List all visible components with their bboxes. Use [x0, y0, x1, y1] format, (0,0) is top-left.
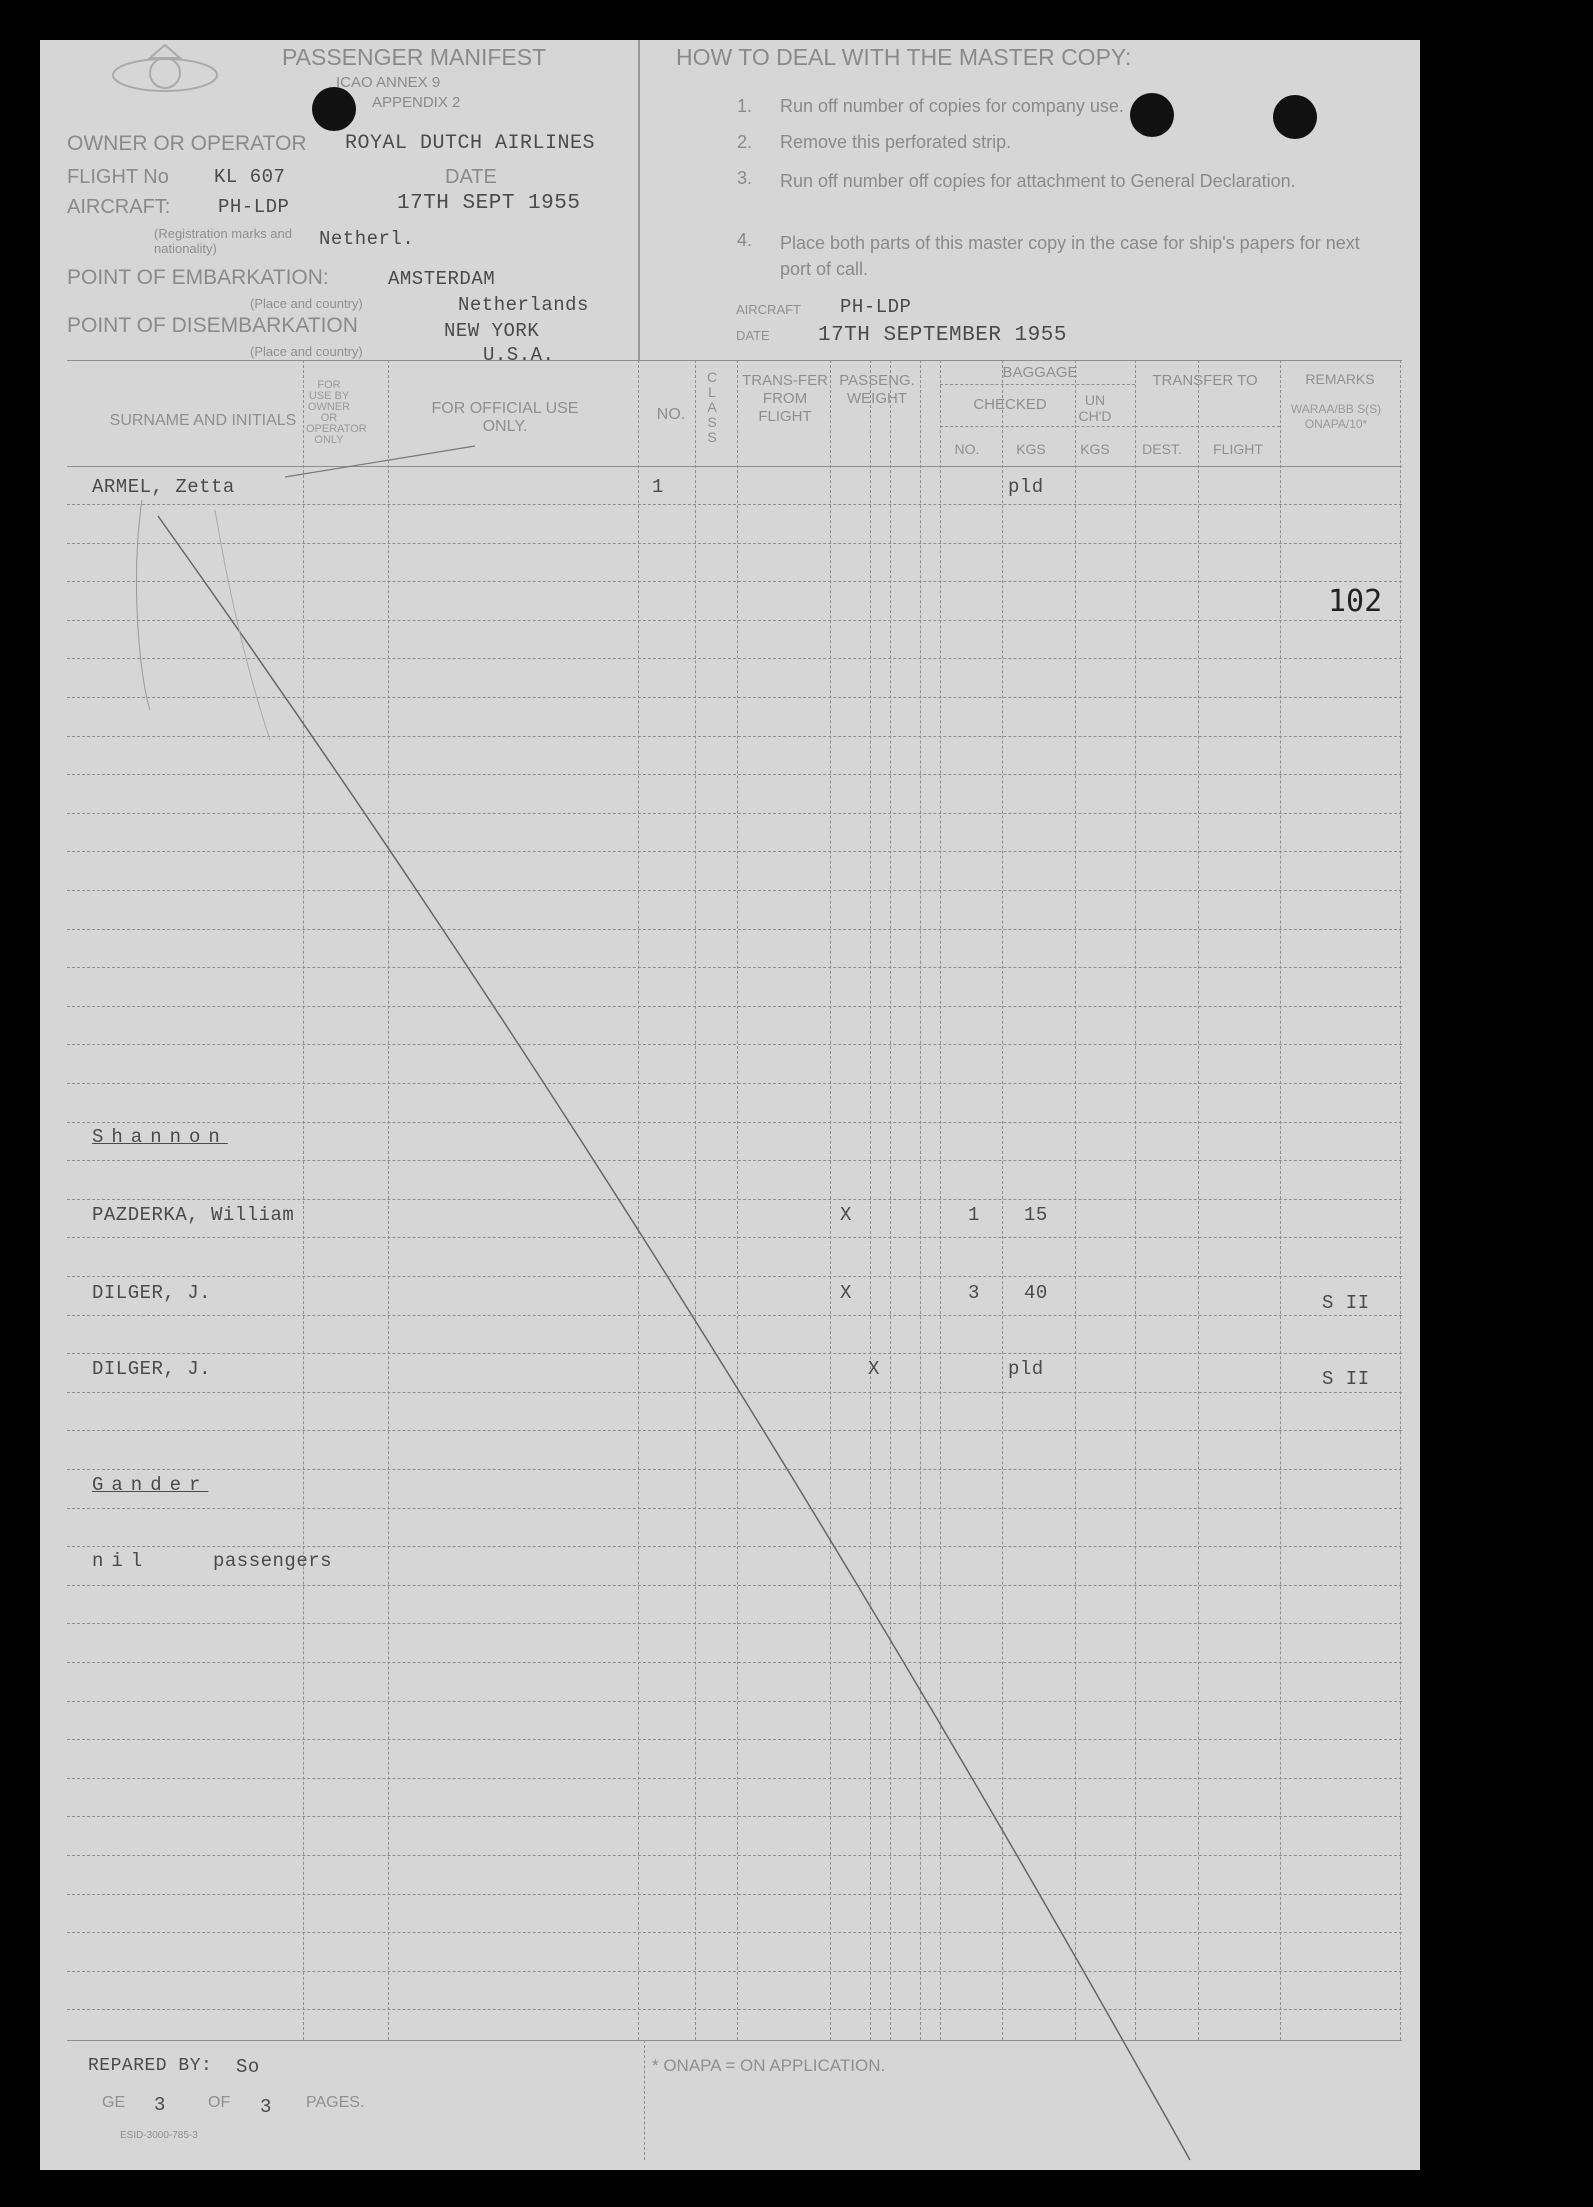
disembark-value: NEW YORK	[444, 320, 540, 342]
embark-place-note: (Place and country)	[250, 296, 363, 311]
col-baggage: BAGGAGE	[1002, 364, 1078, 381]
prepared-value: So	[236, 2056, 260, 2078]
col-official-use: FOR OFFICIAL USE ONLY.	[431, 400, 579, 435]
date-value: 17TH SEPT 1955	[397, 192, 581, 215]
instructions-title: HOW TO DEAL WITH THE MASTER COPY:	[676, 44, 1132, 70]
registration-note: (Registration marks and nationality)	[154, 226, 292, 256]
instruction-4-num: 4.	[737, 230, 753, 250]
row-4-remarks: S II	[1322, 1368, 1370, 1390]
page-label: GE	[102, 2094, 126, 2111]
instr-date-value: 17TH SEPTEMBER 1955	[818, 324, 1067, 347]
instruction-4-text: Place both parts of this master copy in the case for ship's papers for next port of call.	[780, 233, 1360, 279]
col-unchd-kgs: KGS	[1080, 441, 1110, 457]
page-total: 3	[260, 2096, 272, 2118]
row-2-kgs: 15	[1024, 1204, 1048, 1226]
owner-label: OWNER OR OPERATOR	[67, 132, 307, 155]
row-nil-name: nil	[92, 1550, 151, 1572]
col-checked-no: NO.	[954, 441, 980, 457]
row-3-kgs: 40	[1024, 1282, 1048, 1304]
aircraft-value: PH-LDP	[218, 196, 290, 218]
page-number: 3	[154, 2094, 166, 2116]
aircraft-label: AIRCRAFT:	[67, 196, 171, 218]
col-owner-use: FOR USE BY OWNER OR OPERATOR ONLY	[306, 379, 367, 446]
col-surname: SURNAME AND INITIALS	[109, 412, 297, 429]
col-checked-kgs: KGS	[1016, 441, 1046, 457]
instruction-2-num: 2.	[737, 132, 753, 152]
instr-date-label: DATE	[736, 328, 770, 343]
row-2-name: PAZDERKA, William	[92, 1204, 295, 1226]
instruction-2-text: Remove this perforated strip.	[780, 132, 1012, 152]
instr-aircraft-value: PH-LDP	[840, 296, 912, 318]
embark-value: AMSTERDAM	[388, 268, 496, 290]
col-flight: FLIGHT	[1213, 441, 1263, 457]
embark-label: POINT OF EMBARKATION:	[67, 266, 329, 289]
disembark-place-note: (Place and country)	[250, 344, 363, 359]
date-label: DATE	[445, 166, 497, 188]
section-gander: Gander	[92, 1474, 209, 1496]
col-no: NO.	[656, 406, 686, 423]
col-checked: CHECKED	[973, 396, 1047, 413]
of-label: OF	[208, 2094, 231, 2111]
col-dest: DEST.	[1142, 441, 1182, 457]
col-transfer-to: TRANSFER TO	[1152, 372, 1258, 389]
col-remarks: REMARKS	[1305, 371, 1375, 387]
disembark-label: POINT OF DISEMBARKATION	[67, 314, 358, 337]
col-remarks-sub: WARAA/BB S(S) ONAPA/10*	[1290, 402, 1382, 431]
col-unchd: UN CH'D	[1078, 392, 1112, 424]
row-2-weight: X	[840, 1204, 852, 1226]
pages-label: PAGES.	[306, 2094, 365, 2111]
row-3-name: DILGER, J.	[92, 1282, 212, 1304]
handwritten-102: 102	[1328, 584, 1383, 619]
owner-value: ROYAL DUTCH AIRLINES	[345, 132, 596, 155]
section-shannon: Shannon	[92, 1126, 228, 1148]
row-1-kgs: pld	[1008, 476, 1044, 498]
row-2-bag-no: 1	[968, 1204, 980, 1226]
col-class: CLASS	[706, 369, 718, 445]
icao-annex: ICAO ANNEX 9	[336, 74, 441, 91]
instr-aircraft-label: AIRCRAFT	[736, 302, 801, 317]
disembark-country: U.S.A.	[483, 344, 555, 366]
instruction-3-num: 3.	[737, 168, 753, 188]
flight-value: KL 607	[214, 166, 286, 188]
nationality-value: Netherl.	[319, 228, 415, 250]
appendix: APPENDIX 2	[372, 94, 461, 111]
row-4-name: DILGER, J.	[92, 1358, 212, 1380]
instruction-1-text: Run off number of copies for company use.	[780, 96, 1124, 116]
row-3-remarks: S II	[1322, 1292, 1370, 1314]
row-4-weight: X	[868, 1358, 880, 1380]
row-3-bag-no: 3	[968, 1282, 980, 1304]
diagonal-strike-line	[40, 40, 1420, 2170]
col-transfer-from: TRANS-FER FROM FLIGHT	[742, 372, 828, 425]
onapa-note: * ONAPA = ON APPLICATION.	[652, 2056, 886, 2075]
row-4-kgs: pld	[1008, 1358, 1044, 1380]
col-passenger-weight: PASSENG. WEIGHT	[839, 372, 915, 407]
row-1-name: ARMEL, Zetta	[92, 476, 235, 498]
row-nil-extra: passengers	[213, 1550, 333, 1572]
manifest-title: PASSENGER MANIFEST	[282, 44, 547, 70]
form-number: ESID-3000-785-3	[120, 2130, 198, 2141]
row-1-no: 1	[652, 476, 664, 498]
flight-label: FLIGHT No	[67, 166, 169, 188]
instruction-1-num: 1.	[737, 96, 753, 116]
manifest-page	[40, 40, 1420, 2170]
row-3-weight: X	[840, 1282, 852, 1304]
instruction-3-text: Run off number off copies for attachment to General Declaration.	[780, 171, 1296, 191]
embark-country: Netherlands	[458, 294, 589, 316]
prepared-label: REPARED BY:	[88, 2056, 213, 2076]
